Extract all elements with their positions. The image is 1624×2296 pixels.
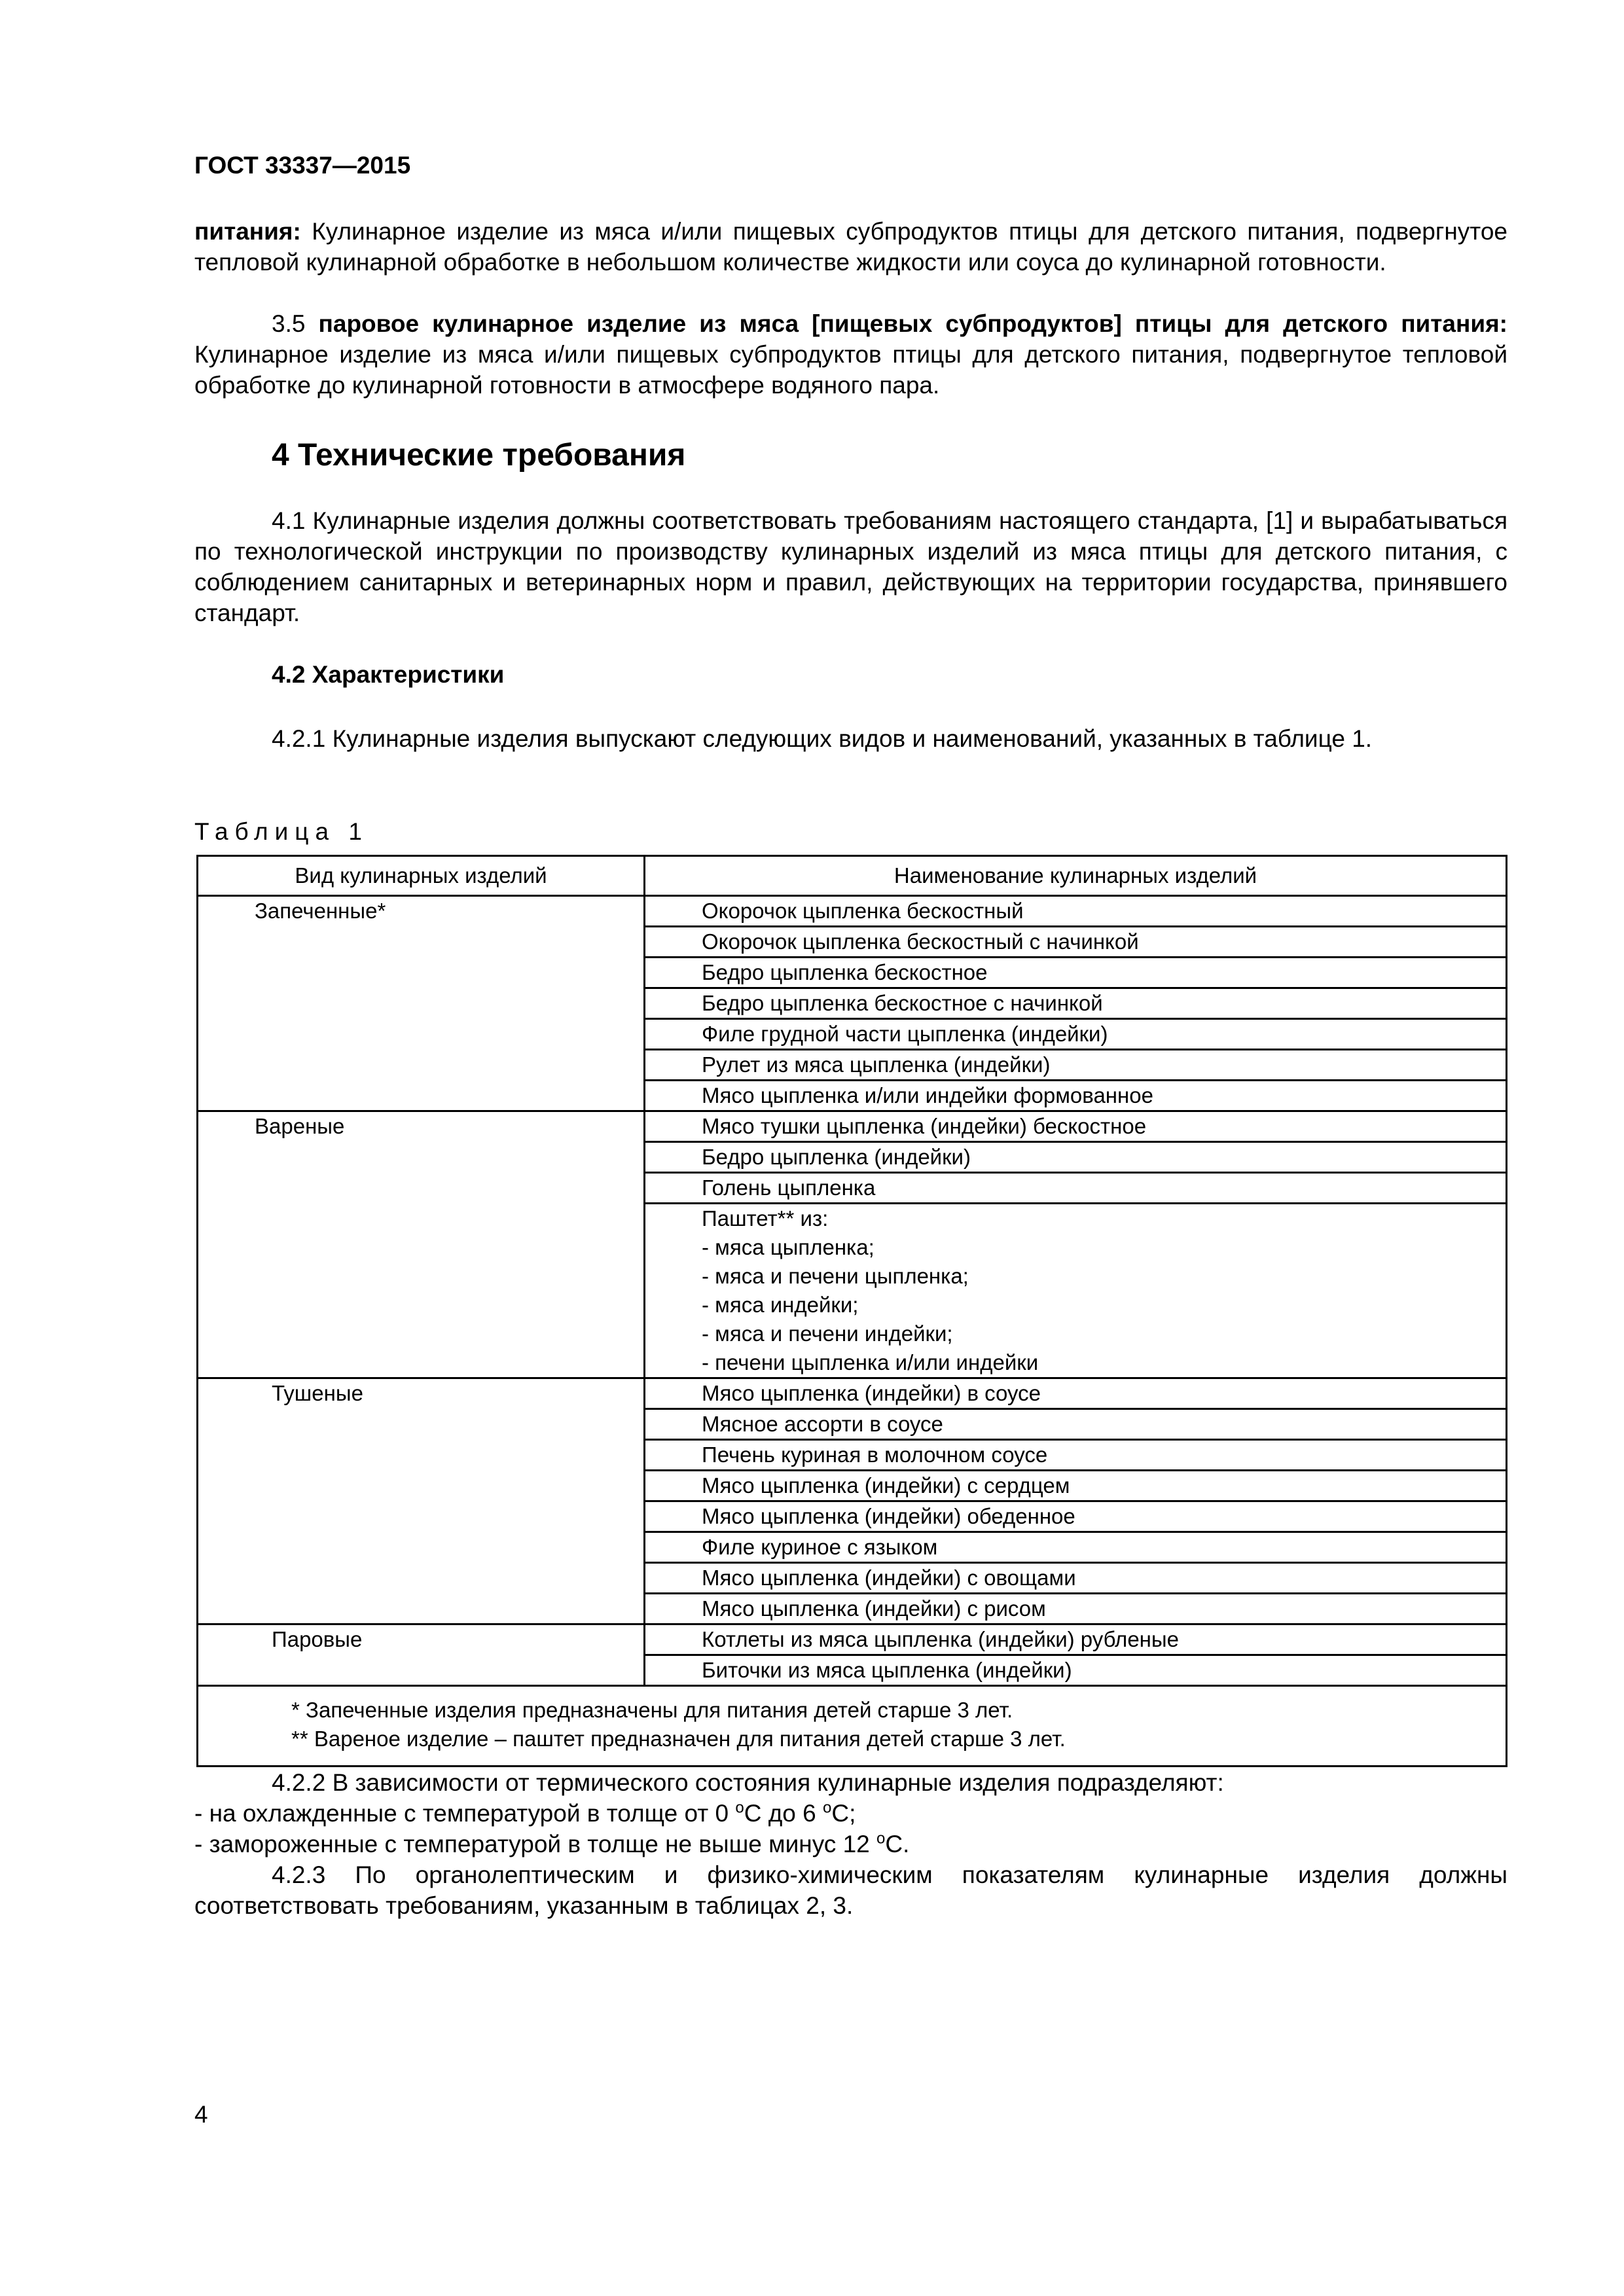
product-name-cell (645, 1173, 1507, 1204)
product-name-cell (645, 927, 1507, 958)
product-name-line: Мясное ассорти в соусе (702, 1412, 943, 1436)
table-row (198, 896, 1507, 927)
term: паровое кулинарное изделие из мяса [пищевых субпродуктов] птицы для детского питания: (318, 310, 1507, 337)
clause-text: 4.1 Кулинарные изделия должны соответствовать требованиям настоящего стандарта, [1] и вырабатываться по технологической инструкции по производству кулинарных изделий из мяса птицы для детского питания, с соблюдением санитарных и ветеринарных норм и правил, действующих на территории государства, принявшего стандарт. (194, 507, 1507, 626)
table-header-row (198, 856, 1507, 896)
product-name-cell (645, 1655, 1507, 1686)
term-ending: питания: (194, 218, 301, 245)
product-name-cell (645, 1409, 1507, 1440)
product-name-line: Мясо цыпленка (индейки) обеденное (702, 1504, 1075, 1528)
product-kind-cell: Тушеные (198, 1378, 645, 1624)
product-name-line: Мясо цыпленка (индейки) с рисом (702, 1596, 1046, 1621)
degree-sign: о (823, 1799, 832, 1817)
table-row (198, 1111, 1507, 1142)
table-notes-row (198, 1686, 1507, 1767)
list-text: - на охлажденные с температурой в толще от 0 (194, 1800, 736, 1827)
product-name-cell (645, 1111, 1507, 1142)
product-name-cell (645, 1378, 1507, 1409)
product-name-line: Бедро цыпленка (индейки) (702, 1145, 971, 1169)
clause-4-1 (194, 505, 1507, 628)
definition-text: Кулинарное изделие из мяса и/или пищевых субпродуктов птицы для детского питания, подвергнутое тепловой кулинарной обработке в небольшом количестве жидкости или соуса до кулинарной готовности. (194, 218, 1507, 276)
product-name-line: Мясо цыпленка (индейки) с овощами (702, 1566, 1076, 1590)
definition-text: Кулинарное изделие из мяса и/или пищевых субпродуктов птицы для детского питания, подвергнутое тепловой обработке до кулинарной готовности в атмосфере водяного пара. (194, 341, 1507, 399)
product-name-cell (645, 1563, 1507, 1594)
product-name-cell (645, 958, 1507, 988)
table-row (198, 1378, 1507, 1409)
product-name-cell (645, 1204, 1507, 1378)
list-text: С до 6 (744, 1800, 823, 1827)
definition-3-5 (194, 308, 1507, 401)
products-table (196, 855, 1507, 1767)
product-name-cell (645, 1624, 1507, 1655)
product-name-line: Окорочок цыпленка бескостный с начинкой (702, 929, 1139, 954)
clause-text: 4.2.2 В зависимости от термического состояния кулинарные изделия подразделяют: (272, 1769, 1224, 1796)
clause-4-2-2 (194, 1767, 1507, 1798)
page-number: 4 (194, 2101, 208, 2128)
product-name-line: Бедро цыпленка бескостное (702, 960, 988, 984)
column-header-name: Наименование кулинарных изделий (645, 856, 1507, 896)
list-text: С; (831, 1800, 856, 1827)
table-note: * Запеченные изделия предназначены для питания детей старше 3 лет. (291, 1698, 1013, 1722)
product-name-cell (645, 1471, 1507, 1501)
definition-continued (194, 216, 1507, 278)
product-name-line: - мяса и печени цыпленка; (702, 1264, 969, 1288)
clause-number: 3.5 (272, 310, 319, 337)
product-name-line: Бедро цыпленка бескостное с начинкой (702, 991, 1103, 1015)
product-name-cell (645, 1594, 1507, 1624)
product-name-line: Мясо цыпленка (индейки) с сердцем (702, 1473, 1070, 1498)
clause-4-2-1 (194, 723, 1507, 754)
section-title: 4 Технические требования (272, 438, 686, 473)
product-kind-cell: Запеченные* (198, 896, 645, 1111)
product-name-cell (645, 988, 1507, 1019)
document-code: ГОСТ 33337—2015 (194, 152, 411, 179)
clause-text: 4.2.1 Кулинарные изделия выпускают следующих видов и наименований, указанных в таблице 1. (272, 725, 1373, 752)
product-name-cell (645, 896, 1507, 927)
product-kind-cell: Паровые (198, 1624, 645, 1686)
product-kind-cell: Вареные (198, 1111, 645, 1378)
clause-4-2-3 (194, 1859, 1507, 1921)
product-name-line: Котлеты из мяса цыпленка (индейки) рубленые (702, 1627, 1179, 1651)
product-name-line: - мяса и печени индейки; (702, 1321, 953, 1346)
degree-sign: о (876, 1829, 886, 1848)
product-name-line: Мясо цыпленка и/или индейки формованное (702, 1083, 1153, 1107)
product-name-line: Голень цыпленка (702, 1175, 876, 1200)
chilled-item (194, 1798, 1507, 1829)
product-name-line: Биточки из мяса цыпленка (индейки) (702, 1658, 1072, 1682)
product-name-cell (645, 1019, 1507, 1050)
product-name-cell (645, 1081, 1507, 1111)
table-note: ** Вареное изделие – паштет предназначен для питания детей старше 3 лет. (291, 1727, 1066, 1751)
clause-text: 4.2.3 По органолептическим и физико-химическим показателям кулинарные изделия должны соответствовать требованиям, указанным в таблицах 2, 3. (194, 1861, 1507, 1919)
product-name-line: - печени цыпленка и/или индейки (702, 1350, 1039, 1374)
product-name-line: - мяса индейки; (702, 1293, 859, 1317)
product-name-line: Мясо тушки цыпленка (индейки) бескостное (702, 1114, 1147, 1138)
product-name-line: Паштет** из: (702, 1206, 829, 1230)
product-name-cell (645, 1142, 1507, 1173)
product-name-line: Филе грудной части цыпленка (индейки) (702, 1022, 1108, 1046)
product-name-line: Филе куриное с языком (702, 1535, 938, 1559)
product-name-line: - мяса цыпленка; (702, 1235, 875, 1259)
product-name-cell (645, 1532, 1507, 1563)
table-notes (198, 1686, 1507, 1767)
product-name-line: Печень куриная в молочном соусе (702, 1443, 1048, 1467)
subsection-title: 4.2 Характеристики (272, 661, 505, 688)
product-name-line: Мясо цыпленка (индейки) в соусе (702, 1381, 1041, 1405)
column-header-kind: Вид кулинарных изделий (198, 856, 645, 896)
product-name-cell (645, 1501, 1507, 1532)
product-name-cell (645, 1050, 1507, 1081)
degree-sign: о (735, 1799, 744, 1817)
list-text: - замороженные с температурой в толще не выше минус 12 (194, 1831, 876, 1857)
table-row (198, 1624, 1507, 1655)
list-text: С. (885, 1831, 910, 1857)
product-name-line: Рулет из мяса цыпленка (индейки) (702, 1052, 1051, 1077)
product-name-cell (645, 1440, 1507, 1471)
product-name-line: Окорочок цыпленка бескостный (702, 899, 1024, 923)
frozen-item (194, 1829, 1507, 1859)
table-caption: Таблица 1 (194, 818, 369, 845)
